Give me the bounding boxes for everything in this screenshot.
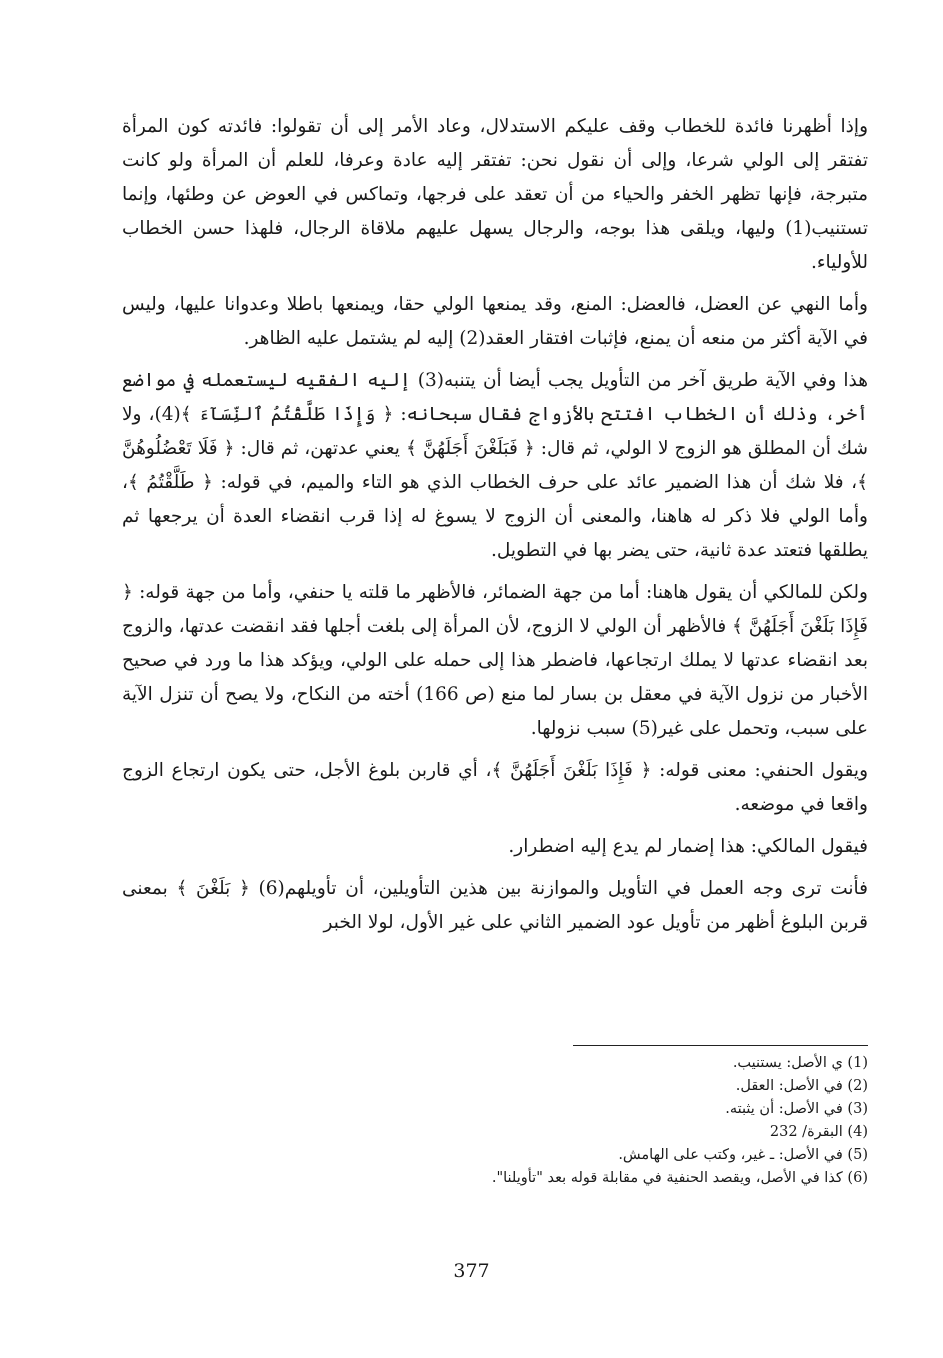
footnote-1: (1) ي الأصل: يستنيب.	[732, 1055, 868, 1071]
page-number: 377	[453, 1260, 490, 1282]
footnote-divider	[573, 1045, 868, 1046]
footnote-2: (2) في الأصل: العقل.	[735, 1078, 868, 1094]
paragraph-3: هذا وفي الآية طريق آخر من التأويل يجب أيضا أن يتنبه(3) إليه الفقيه ليستعمله في مواضع أخر، وذلك أن الخطاب افتتح بالأزواج فقال سبحانه: ﴿ وَإِذَا طَلَّقْتُمُ ٱلنِّسَآءَ ﴾(4)، ولا شك أن المطلق هو الزوج لا الولي، ثم قال: ﴿ فَبَلَغْنَ أَجَلَهُنَّ ﴾ يعني عدتهن، ثم قال: ﴿ فَلَا تَعْضُلُوهُنَّ ﴾، فلا شك أن هذا الضمير عائد على حرف الخطاب الذي هو التاء والميم، في قوله: ﴿ طَلَّقْتُمُ ﴾، وأما الولي فلا ذكر له هاهنا، والمعنى أن الزوج لا يسوغ له إذا قرب انقضاء العدة أن يرجعها ثم يطلقها فتعتد عدة ثانية، حتى يضر بها في التطويل.	[122, 370, 868, 561]
footnotes	[268, 1052, 868, 1190]
footnote-4: (4) البقرة/ 232	[769, 1124, 868, 1140]
footnote-6: (6) كذا في الأصل، ويقصد الحنفية في مقابلة قوله بعد "تأويلنا".	[491, 1170, 868, 1186]
footnote-5: (5) في الأصل: ـ غير، وكتب على الهامش.	[618, 1147, 868, 1163]
footnote-3: (3) في الأصل: أن يثبته.	[725, 1101, 868, 1117]
paragraph-4: ولكن للمالكي أن يقول هاهنا: أما من جهة الضمائر، فالأظهر ما قلته يا حنفي، وأما من جهة قوله: ﴿ فَإِذَا بَلَغْنَ أَجَلَهُنَّ ﴾ فالأظهر أن الولي لا الزوج، لأن المرأة إلى بلغت أجلها فقد انقضت عدتها، والزوج بعد انقضاء عدتها لا يملك ارتجاعها، فاضطر هذا إلى حمله على الولي، ويؤكد هذا ما ورد في صحيح الأخبار من نزول الآية في معقل بن بسار لما منع (ص 166) أخته من النكاح، ولا يصح أن تنزل الآية على سبب، وتحمل على غير(5) سبب نزولها.	[122, 582, 868, 739]
paragraph-7: فأنت ترى وجه العمل في التأويل والموازنة بين هذين التأويلين، أن تأويلهم(6) ﴿ بَلَغْنَ ﴾ بمعنى قربن البلوغ أظهر من تأويل عود الضمير الثاني على غير الأول، لولا الخبر	[122, 878, 868, 933]
paragraph-6: فيقول المالكي: هذا إضمار لم يدع إليه اضطرار.	[508, 836, 868, 857]
paragraph-5: ويقول الحنفي: معنى قوله: ﴿ فَإِذَا بَلَغْنَ أَجَلَهُنَّ ﴾، أي قاربن بلوغ الأجل، حتى يكون ارتجاع الزوج واقعا في موضعه.	[122, 760, 868, 815]
main-text	[122, 110, 868, 948]
paragraph-1: وإذا أظهرنا فائدة للخطاب وقف عليكم الاستدلال، وعاد الأمر إلى أن تقولوا: فائدته كون المرأة تفتقر إلى الولي شرعا، وإلى أن نقول نحن: تفتقر إليه عادة وعرفا، للعلم أن المرأة ولو كانت متبرجة، فإنها تظهر الخفر والحياء من أن تعقد على فرجها، وتماكس في العوض عن وطئها، وإنما تستنيب(1) وليها، ويلقى هذا بوجه، والرجال يسهل عليهم ملاقاة الرجال، فلهذا حسن الخطاب للأولياء.	[122, 116, 868, 273]
paragraph-2: وأما النهي عن العضل، فالعضل: المنع، وقد يمنعها الولي حقا، ويمنعها باطلا وعدوانا عليها، وليس في الآية أكثر من منعه أن يمنع، فإثبات افتقار العقد(2) إليه لم يشتمل عليه الظاهر.	[122, 294, 868, 349]
